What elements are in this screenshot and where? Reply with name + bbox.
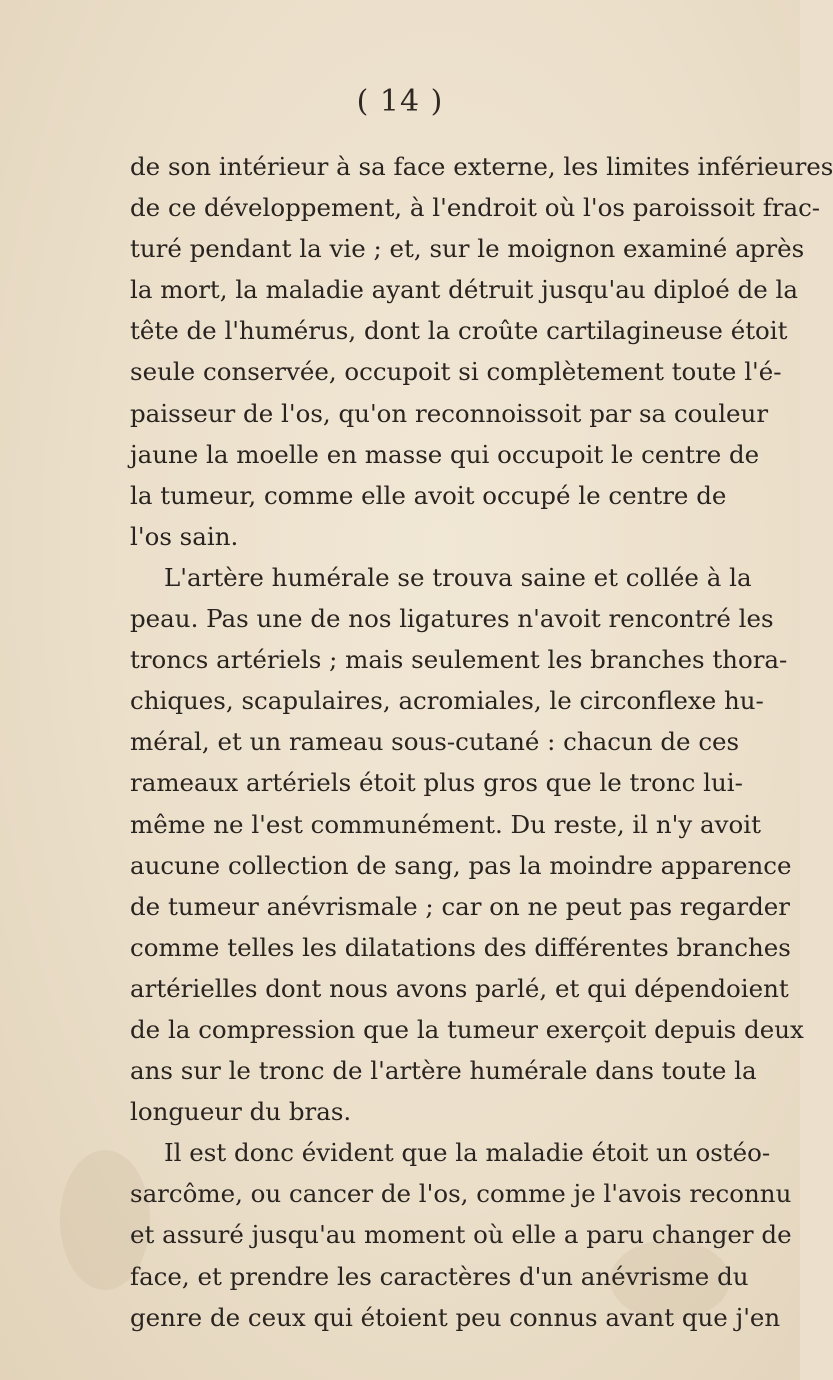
text-line: peau. Pas une de nos ligatures n'avoit rencontré les (130, 604, 774, 634)
text-line: genre de ceux qui étoient peu connus avant que j'en (130, 1302, 781, 1332)
text-line: l'os sain. (130, 521, 239, 551)
text-line: turé pendant la vie ; et, sur le moignon examiné après (130, 234, 805, 264)
text-line: méral, et un rameau sous-cutané : chacun de ces (130, 727, 740, 757)
text-line: ans sur le tronc de l'artère humérale dans toute la (130, 1056, 757, 1086)
text-line: de la compression que la tumeur exerçoit depuis deux (130, 1014, 804, 1044)
text-line: troncs artériels ; mais seulement les branches thora- (130, 645, 788, 675)
text-line: seule conservée, occupoit si complètement toute l'é- (130, 357, 782, 387)
text-line: artérielles dont nous avons parlé, et qui dépendoient (130, 973, 789, 1003)
text-line: aucune collection de sang, pas la moindre apparence (130, 850, 792, 880)
paragraph (130, 557, 804, 1132)
text-line: même ne l'est communément. Du reste, il n'y avoit (130, 809, 761, 839)
body-text (130, 146, 833, 1338)
text-line: comme telles les dilatations des différentes branches (130, 932, 791, 962)
text-line: face, et prendre les caractères d'un anévrisme du (130, 1261, 749, 1291)
text-line: tête de l'humérus, dont la croûte cartilagineuse étoit (130, 316, 788, 346)
paragraph-container (130, 146, 833, 1338)
text-line: rameaux artériels étoit plus gros que le tronc lui- (130, 768, 743, 798)
page-number: ( 14 ) (356, 84, 444, 119)
text-line: chiques, scapulaires, acromiales, le circonflexe hu- (130, 686, 764, 716)
text-line: de tumeur anévrismale ; car on ne peut pas regarder (130, 891, 791, 921)
paragraph (130, 1132, 792, 1337)
text-line: paisseur de l'os, qu'on reconnoissoit par sa couleur (130, 398, 769, 428)
paragraph (130, 146, 833, 557)
text-line: de ce développement, à l'endroit où l'os paroissoit frac- (130, 193, 821, 223)
text-line: jaune la moelle en masse qui occupoit le centre de (130, 439, 760, 469)
text-line: la mort, la maladie ayant détruit jusqu'au diploé de la (130, 275, 798, 305)
text-line: la tumeur, comme elle avoit occupé le centre de (130, 480, 727, 510)
text-line: de son intérieur à sa face externe, les limites inférieures (130, 152, 833, 181)
text-line: et assuré jusqu'au moment où elle a paru changer de (130, 1220, 792, 1250)
text-line: sarcôme, ou cancer de l'os, comme je l'avois reconnu (130, 1179, 792, 1209)
text-line: L'artère humérale se trouva saine et collée à la (164, 562, 752, 592)
text-line: Il est donc évident que la maladie étoit un ostéo- (164, 1138, 771, 1168)
text-line: longueur du bras. (130, 1097, 352, 1127)
